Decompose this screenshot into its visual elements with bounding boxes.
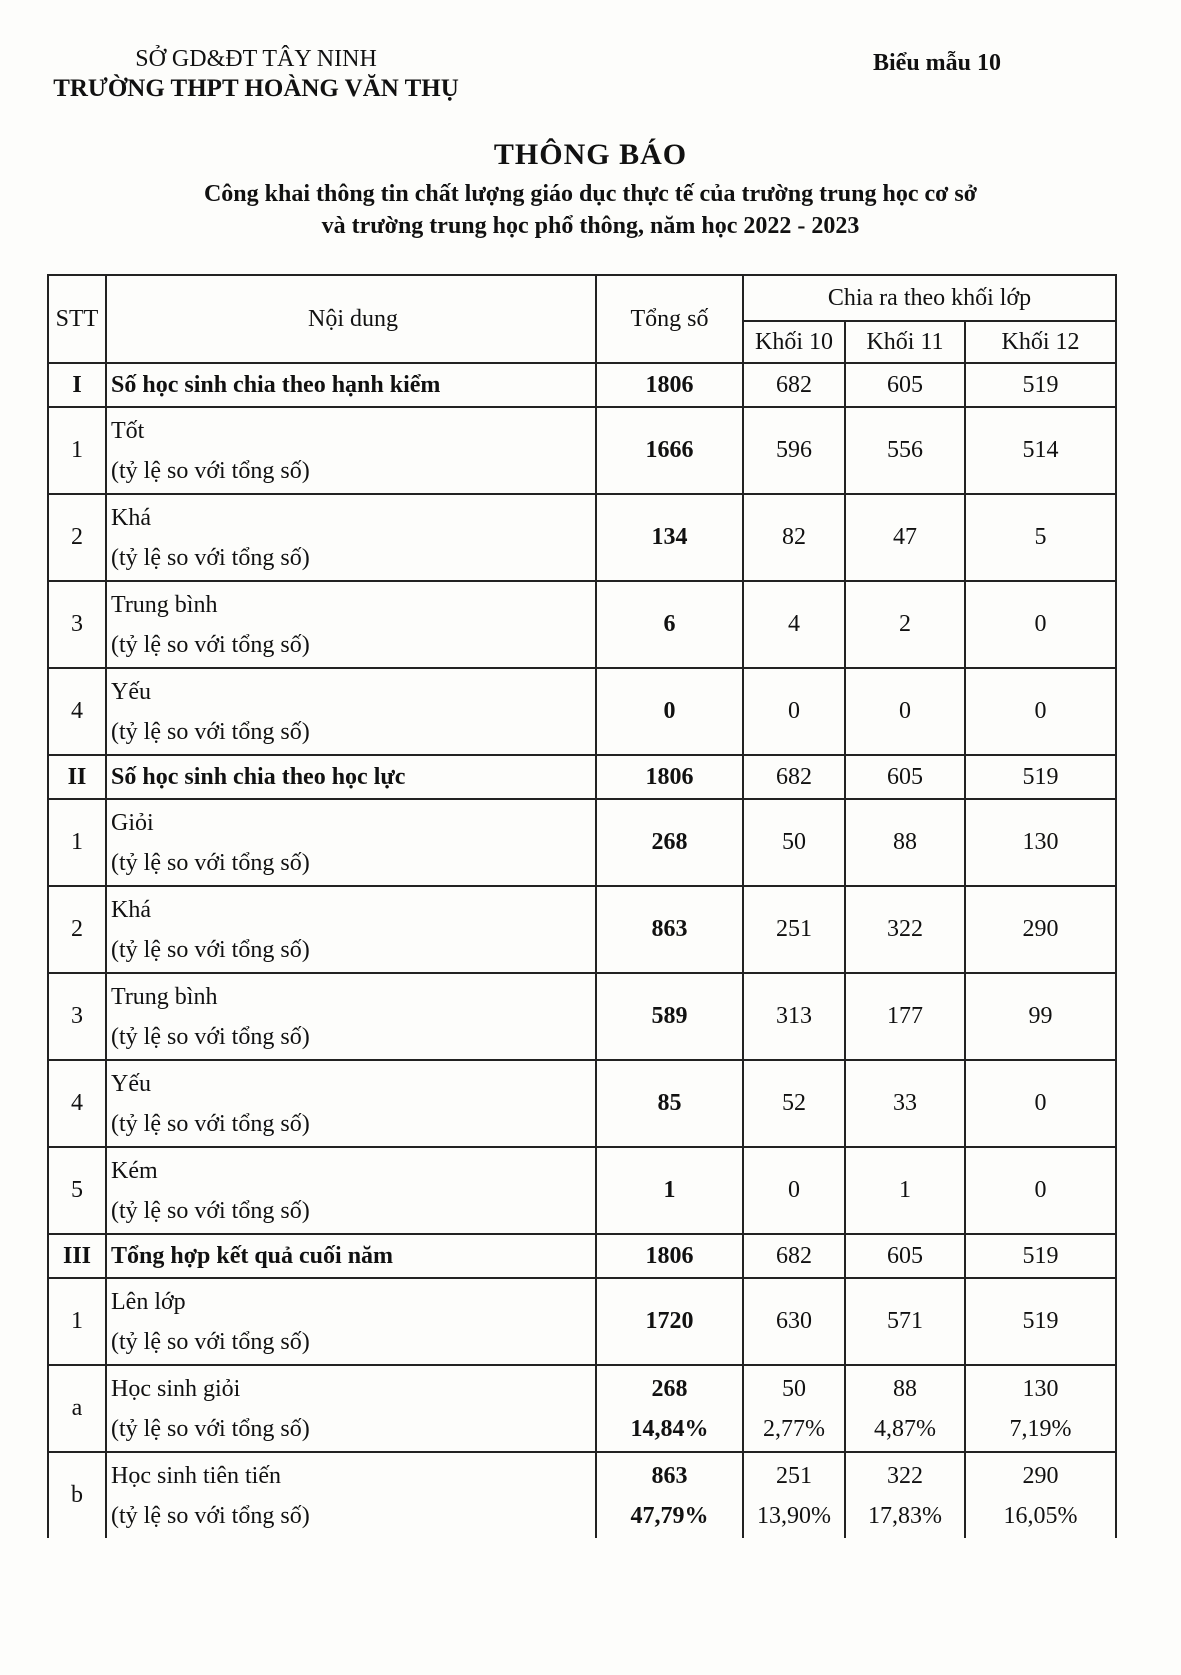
row-stt: 1 (48, 407, 106, 494)
table-row (48, 1060, 1116, 1147)
row-k10: 313 (743, 973, 845, 1060)
row-total-pct: 14,84% (630, 1415, 709, 1442)
table-row (48, 1365, 1116, 1452)
row-ratio-label: (tỷ lệ so với tổng số) (111, 718, 310, 745)
row-total: 1 (596, 1147, 743, 1234)
row-k10: 50 (743, 799, 845, 886)
row-k12-pct: 16,05% (1003, 1502, 1078, 1529)
section-k11: 605 (845, 1234, 965, 1278)
row-total (596, 1365, 743, 1452)
row-label (106, 494, 596, 581)
row-label (106, 973, 596, 1060)
document-title: THÔNG BÁO (493, 138, 688, 171)
row-label-text: Khá (111, 504, 151, 531)
row-k11-value: 322 (887, 1462, 923, 1489)
table-row (48, 494, 1116, 581)
section-total: 1806 (596, 755, 743, 799)
row-k12: 290 (965, 886, 1116, 973)
section-k10: 682 (743, 755, 845, 799)
issuer-block (36, 44, 476, 104)
document-subtitle (0, 178, 1181, 242)
row-k12 (965, 1452, 1116, 1538)
row-k11 (845, 1452, 965, 1538)
row-k11: 322 (845, 886, 965, 973)
row-label (106, 581, 596, 668)
row-k12: 0 (965, 1060, 1116, 1147)
row-k11: 33 (845, 1060, 965, 1147)
header-content: Nội dung (106, 275, 596, 363)
section-row (48, 363, 1116, 407)
row-k12-value: 290 (1022, 1462, 1059, 1489)
row-k11: 47 (845, 494, 965, 581)
row-total-value: 268 (651, 1375, 688, 1402)
row-k10-value: 251 (776, 1462, 812, 1489)
section-row (48, 755, 1116, 799)
row-k10: 596 (743, 407, 845, 494)
row-ratio-label: (tỷ lệ so với tổng số) (111, 1415, 310, 1442)
row-total: 1720 (596, 1278, 743, 1365)
header-grade-group: Chia ra theo khối lớp (743, 275, 1116, 321)
row-stt: 3 (48, 581, 106, 668)
row-k10: 251 (743, 886, 845, 973)
row-label (106, 1060, 596, 1147)
row-label-text: Tốt (111, 417, 145, 444)
section-title: Số học sinh chia theo hạnh kiểm (106, 363, 596, 407)
row-k12: 0 (965, 1147, 1116, 1234)
row-k11-value: 88 (893, 1375, 917, 1402)
row-label (106, 407, 596, 494)
row-k12: 130 (965, 799, 1116, 886)
table-row (48, 1147, 1116, 1234)
row-ratio-label: (tỷ lệ so với tổng số) (111, 544, 310, 571)
row-k10: 82 (743, 494, 845, 581)
row-k12: 0 (965, 668, 1116, 755)
section-number: III (48, 1234, 106, 1278)
row-total: 268 (596, 799, 743, 886)
row-total: 85 (596, 1060, 743, 1147)
row-stt: 5 (48, 1147, 106, 1234)
header-stt: STT (48, 275, 106, 363)
row-stt: b (48, 1452, 106, 1538)
row-k11-pct: 17,83% (868, 1502, 942, 1529)
row-label-text: Trung bình (111, 591, 218, 618)
department-name: SỞ GD&ĐT TÂY NINH (135, 46, 377, 72)
row-ratio-label: (tỷ lệ so với tổng số) (111, 457, 310, 484)
row-label (106, 886, 596, 973)
row-label-text: Học sinh tiên tiến (111, 1462, 281, 1489)
table-row (48, 973, 1116, 1060)
row-total (596, 1452, 743, 1538)
row-k10 (743, 1452, 845, 1538)
row-k11: 556 (845, 407, 965, 494)
section-k12: 519 (965, 755, 1116, 799)
form-label: Biểu mẫu 10 (872, 50, 1001, 76)
row-k10: 0 (743, 1147, 845, 1234)
row-k10: 0 (743, 668, 845, 755)
row-label-text: Khá (111, 896, 151, 923)
row-k12 (965, 1365, 1116, 1452)
section-k11: 605 (845, 363, 965, 407)
row-label (106, 1452, 596, 1538)
section-k12: 519 (965, 363, 1116, 407)
row-label-text: Kém (111, 1157, 158, 1184)
row-label (106, 668, 596, 755)
row-k11: 88 (845, 799, 965, 886)
row-ratio-label: (tỷ lệ so với tổng số) (111, 936, 310, 963)
row-k11 (845, 1365, 965, 1452)
row-label-text: Học sinh giỏi (111, 1375, 241, 1402)
section-total: 1806 (596, 1234, 743, 1278)
row-k10: 52 (743, 1060, 845, 1147)
table-row (48, 799, 1116, 886)
row-k11: 177 (845, 973, 965, 1060)
section-title: Tổng hợp kết quả cuối năm (106, 1234, 596, 1278)
row-stt: 4 (48, 668, 106, 755)
row-ratio-label: (tỷ lệ so với tổng số) (111, 849, 310, 876)
row-label-text: Lên lớp (111, 1288, 186, 1315)
section-row (48, 1234, 1116, 1278)
row-k10-value: 50 (782, 1375, 806, 1402)
section-number: II (48, 755, 106, 799)
row-total-pct: 47,79% (630, 1502, 709, 1529)
row-k12-value: 130 (1022, 1375, 1059, 1402)
row-ratio-label: (tỷ lệ so với tổng số) (111, 1197, 310, 1224)
row-k11-pct: 4,87% (874, 1415, 936, 1442)
row-k10 (743, 1365, 845, 1452)
row-label-text: Yếu (111, 678, 151, 705)
row-ratio-label: (tỷ lệ so với tổng số) (111, 631, 310, 658)
row-label-text: Giỏi (111, 809, 154, 836)
row-total: 0 (596, 668, 743, 755)
row-k12: 519 (965, 1278, 1116, 1365)
table-header-row (48, 275, 1116, 321)
row-ratio-label: (tỷ lệ so với tổng số) (111, 1110, 310, 1137)
row-k10: 4 (743, 581, 845, 668)
row-total-value: 863 (651, 1462, 688, 1489)
row-total: 134 (596, 494, 743, 581)
table-row (48, 1278, 1116, 1365)
section-k10: 682 (743, 1234, 845, 1278)
row-stt: 2 (48, 494, 106, 581)
row-label-text: Trung bình (111, 983, 218, 1010)
row-ratio-label: (tỷ lệ so với tổng số) (111, 1023, 310, 1050)
row-ratio-label: (tỷ lệ so với tổng số) (111, 1502, 310, 1529)
row-stt: 3 (48, 973, 106, 1060)
row-k10-pct: 13,90% (757, 1502, 831, 1529)
row-label (106, 799, 596, 886)
row-k10-pct: 2,77% (763, 1415, 825, 1442)
row-k11: 1 (845, 1147, 965, 1234)
table-row (48, 407, 1116, 494)
row-k12-pct: 7,19% (1009, 1415, 1072, 1442)
row-label (106, 1147, 596, 1234)
row-k11: 571 (845, 1278, 965, 1365)
table-row (48, 581, 1116, 668)
section-number: I (48, 363, 106, 407)
row-k11: 2 (845, 581, 965, 668)
row-stt: 4 (48, 1060, 106, 1147)
section-total: 1806 (596, 363, 743, 407)
row-stt: 2 (48, 886, 106, 973)
table-row (48, 886, 1116, 973)
row-label (106, 1365, 596, 1452)
row-stt: 1 (48, 1278, 106, 1365)
school-name: TRƯỜNG THPT HOÀNG VĂN THỤ (53, 75, 459, 102)
row-k11: 0 (845, 668, 965, 755)
section-k11: 605 (845, 755, 965, 799)
row-stt: a (48, 1365, 106, 1452)
subtitle-line-2: và trường trung học phổ thông, năm học 2022 - 2023 (321, 213, 860, 239)
row-total: 6 (596, 581, 743, 668)
section-k12: 519 (965, 1234, 1116, 1278)
row-ratio-label: (tỷ lệ so với tổng số) (111, 1328, 310, 1355)
table-row (48, 668, 1116, 755)
subtitle-line-1: Công khai thông tin chất lượng giáo dục thực tế của trường trung học cơ sở (203, 181, 978, 207)
header-k12: Khối 12 (965, 321, 1116, 363)
row-total: 1666 (596, 407, 743, 494)
header-k10: Khối 10 (743, 321, 845, 363)
row-k12: 99 (965, 973, 1116, 1060)
row-k12: 0 (965, 581, 1116, 668)
header-total: Tổng số (596, 275, 743, 363)
row-k12: 514 (965, 407, 1116, 494)
row-label-text: Yếu (111, 1070, 151, 1097)
row-stt: 1 (48, 799, 106, 886)
table-row (48, 1452, 1116, 1538)
row-k12: 5 (965, 494, 1116, 581)
row-total: 863 (596, 886, 743, 973)
section-k10: 682 (743, 363, 845, 407)
quality-table (47, 274, 1117, 1538)
row-total: 589 (596, 973, 743, 1060)
section-title: Số học sinh chia theo học lực (106, 755, 596, 799)
row-k10: 630 (743, 1278, 845, 1365)
row-label (106, 1278, 596, 1365)
header-k11: Khối 11 (845, 321, 965, 363)
